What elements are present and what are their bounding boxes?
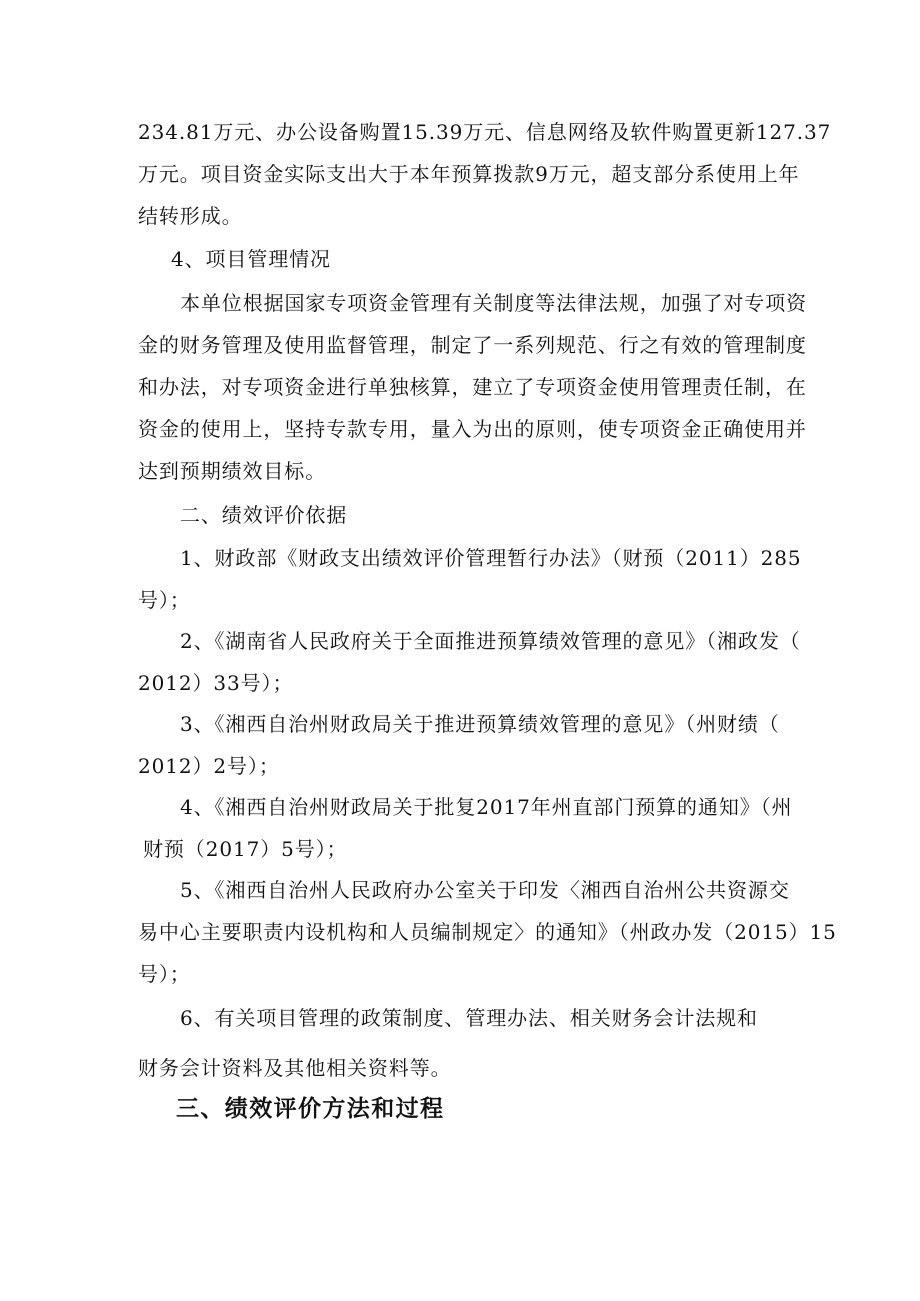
list-item-line: 易中心主要职责内设机构和人员编制规定〉的通知》（州政办发（2015）15: [138, 920, 837, 944]
list-item-line: 6、有关项目管理的政策制度、管理办法、相关财务会计法规和: [180, 1006, 758, 1030]
list-item-line: 2、《湖南省人民政府关于全面推进预算绩效管理的意见》（湘政发（: [180, 629, 801, 653]
section-heading: 三、绩效评价方法和过程: [176, 1096, 445, 1122]
list-item-line: 2012）2号）；: [138, 754, 280, 778]
paragraph-line: 本单位根据国家专项资金管理有关制度等法律法规，加强了对专项资: [180, 291, 807, 315]
paragraph-line: 金的财务管理及使用监督管理，制定了一系列规范、行之有效的管理制度: [138, 333, 807, 357]
list-item-line: 3、《湘西自治州财政局关于推进预算绩效管理的意见》（州财绩（: [180, 712, 780, 736]
paragraph-line: 达到预期绩效目标。: [138, 459, 327, 483]
list-item-line: 号）；: [138, 962, 191, 986]
paragraph-line: 资金的使用上，坚持专款专用，量入为出的原则，使专项资金正确使用并: [138, 417, 807, 441]
list-item-line: 号）；: [138, 588, 191, 612]
paragraph-line: 万元。项目资金实际支出大于本年预算拨款9万元，超支部分系使用上年: [138, 162, 800, 186]
list-item-line: 1、财政部《财政支出绩效评价管理暂行办法》（财预（2011）285: [180, 546, 802, 570]
paragraph-line: 和办法，对专项资金进行单独核算，建立了专项资金使用管理责任制，在: [138, 375, 807, 399]
list-item-line: 4、《湘西自治州财政局关于批复2017年州直部门预算的通知》（州: [180, 795, 793, 819]
paragraph-line: 234.81万元、办公设备购置15.39万元、信息网络及软件购置更新127.37: [138, 120, 832, 144]
section-subheading: 二、绩效评价依据: [180, 503, 348, 527]
list-item-line: 2012）33号）；: [138, 671, 294, 695]
list-item-line: 5、《湘西自治州人民政府办公室关于印发〈湘西自治州公共资源交: [180, 878, 790, 902]
list-item-line: 财务会计资料及其他相关资料等。: [138, 1056, 452, 1080]
paragraph-line: 结转形成。: [138, 204, 243, 228]
section-subheading: 4、项目管理情况: [171, 247, 331, 271]
list-item-line: 财预（2017）5号）；: [143, 837, 348, 861]
